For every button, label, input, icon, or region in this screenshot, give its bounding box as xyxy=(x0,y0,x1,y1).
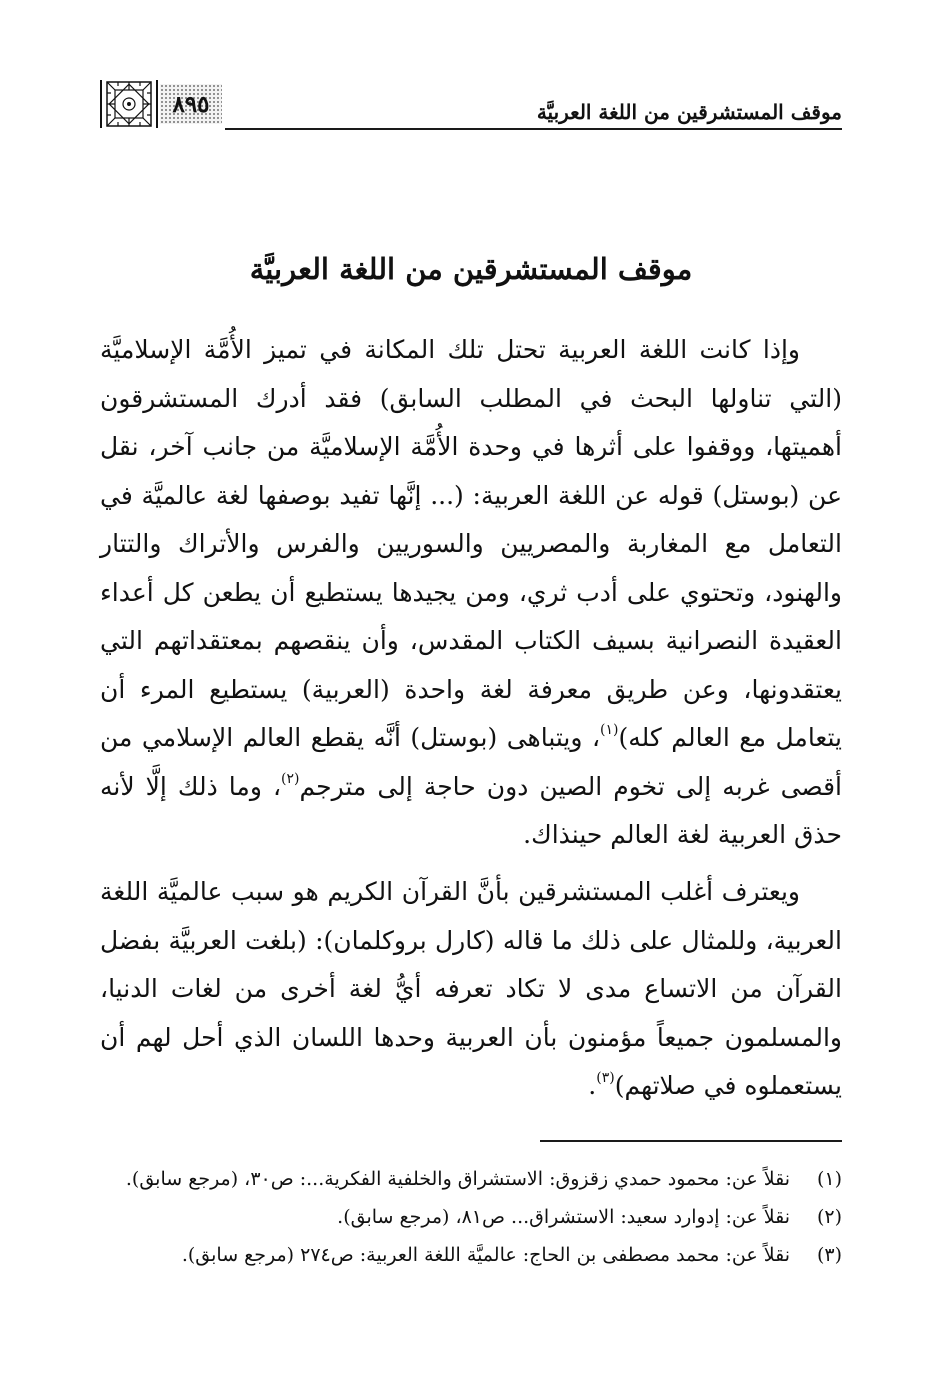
chapter-title: موقف المستشرقين من اللغة العربيَّة xyxy=(249,252,693,286)
body-paragraph-2 xyxy=(100,868,842,1111)
footnote-text: نقلاً عن: محمد مصطفى بن الحاج: عالميَّة اللغة العربية: ص٢٧٤ (مرجع سابق). xyxy=(181,1244,790,1266)
footnote-1 xyxy=(100,1160,842,1198)
paragraph-2-text-a: ويعترف أغلب المستشرقين بأنَّ القرآن الكريم هو سبب عالميَّة اللغة العربية، وللمثال على ذلك ما قاله (كارل بروكلمان): (بلغت العربيَّة بفضل القرآن من الاتساع مدى لا تكاد تعرفه أيُّ لغة أخرى من لغات الدنيا، والمسلمون جميعاً مؤمنون بأن العربية وحدها اللسان الذي أحل لهم أن يستعملوه في صلاتهم) xyxy=(100,877,842,1100)
paragraph-2-text-b: . xyxy=(588,1071,597,1100)
body-paragraph-1 xyxy=(100,326,842,860)
footnote-number: (٢) xyxy=(816,1206,842,1228)
footnote-2 xyxy=(100,1198,842,1236)
footnote-text: نقلاً عن: محمود حمدي زقزوق: الاستشراق والخلفية الفكرية...: ص٣٠، (مرجع سابق). xyxy=(125,1168,790,1190)
footnote-number: (١) xyxy=(816,1168,842,1190)
running-title: موقف المستشرقين من اللغة العربيَّة xyxy=(536,100,842,124)
footnote-3 xyxy=(100,1236,842,1274)
footnote-number: (٣) xyxy=(816,1244,842,1266)
footnote-ref-3: (٣) xyxy=(596,1070,615,1086)
paragraph-1-text-b: ، ويتباهى (بوستل) أنَّه يقطع العالم الإسلامي من أقصى غربه إلى تخوم الصين دون حاجة إلى مترجم xyxy=(100,723,842,801)
paragraph-1-text-a: وإذا كانت اللغة العربية تحتل تلك المكانة في تميز الأُمَّة الإسلاميَّة (التي تناولها البحث في المطلب السابق) فقد أدرك المستشرقون أهميتها، ووقفوا على أثرها في وحدة الأُمَّة الإسلاميَّة من جانب آخر، نقل عن (بوستل) قوله عن اللغة العربية: (... إنَّها تفيد بوصفها لغة عالميَّة في التعامل مع المغاربة والمصريين والسوريين والفرس والأتراك والتتار والهنود، وتحتوي على أدب ثري، ومن يجيدها يستطيع أن يطعن كل أعداء العقيدة النصرانية بسيف الكتاب المقدس، وأن ينقصهم بمعتقداتهم التي يعتقدونها، وعن طريق معرفة لغة واحدة (العربية) يستطيع المرء أن يتعامل مع العالم كله) xyxy=(100,335,842,752)
footnote-ref-1: (١) xyxy=(600,722,619,738)
running-header xyxy=(100,78,842,130)
page-number: ٨٩٥ xyxy=(160,84,222,124)
page-number-box xyxy=(100,78,222,130)
footnote-separator xyxy=(540,1140,842,1142)
header-rule xyxy=(225,128,842,130)
paragraph-1-text-c: ، وما ذلك إلَّا لأنه حذق العربية لغة العالم حينذاك. xyxy=(100,771,842,849)
footnote-ref-2: (٢) xyxy=(281,770,300,787)
footnote-text: نقلاً عن: إدوارد سعيد: الاستشراق... ص٨١، (مرجع سابق). xyxy=(337,1206,790,1228)
geometric-ornament-icon xyxy=(100,80,158,128)
footnotes xyxy=(100,1160,842,1274)
